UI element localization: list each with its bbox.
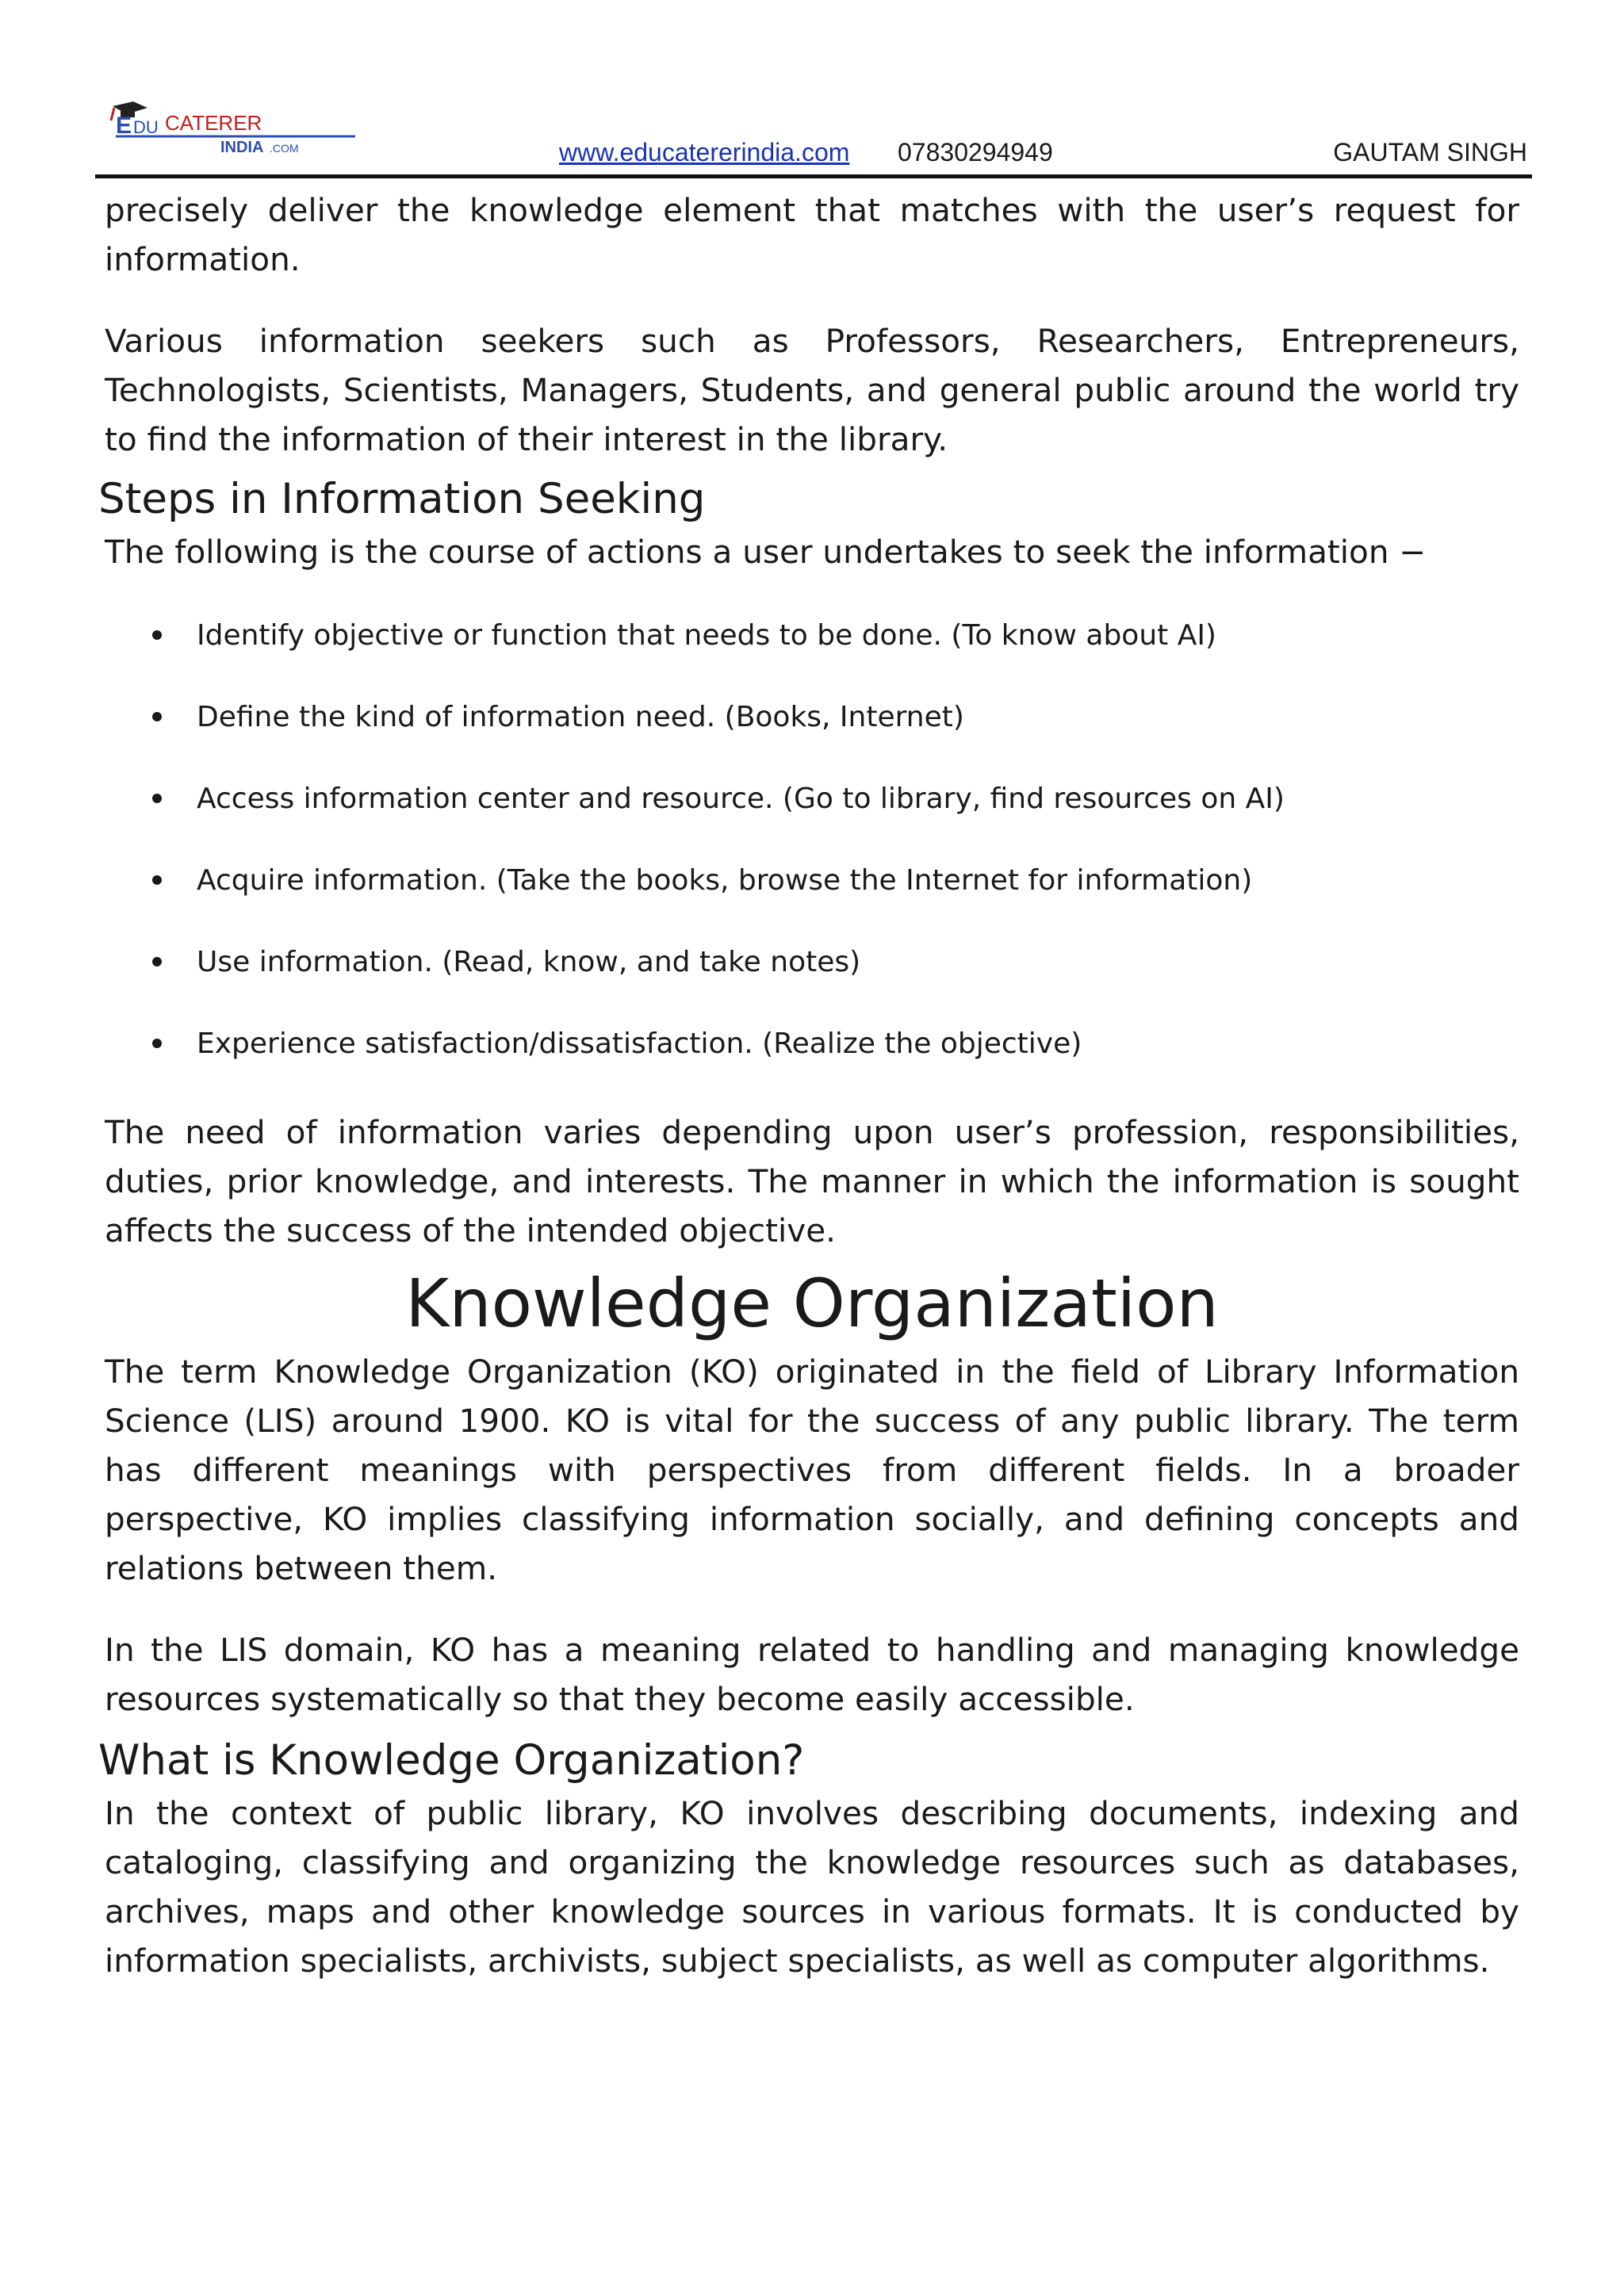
- title-knowledge-organization: Knowledge Organization: [405, 1265, 1219, 1342]
- svg-text:.COM: .COM: [270, 142, 299, 155]
- paragraph-continuation: precisely deliver the knowledge element that matches with the user’s request for information.: [105, 191, 1519, 278]
- document-body: [98, 186, 1519, 1985]
- bullet-icon: [152, 1039, 162, 1048]
- steps-list: [105, 616, 1519, 1106]
- list-item: Access information center and resource. (Go to library, find resources on AI): [105, 779, 1519, 861]
- paragraph-lis-domain: In the LIS domain, KO has a meaning related to handling and managing knowledge resources systematically so that they become easily accessible.: [105, 1631, 1519, 1718]
- phone-number: 07830294949: [898, 138, 1053, 166]
- bullet-icon: [152, 630, 162, 640]
- paragraph-ko-context: In the context of public library, KO involves describing documents, indexing and cataloging, classifying and organizing the knowledge resources such as databases, archives, maps and other knowledge sources in various formats. It is conducted by information specialists, archivists, subject specialists, as well as computer algorithms.: [105, 1794, 1519, 1980]
- heading-what-is-ko: What is Knowledge Organization?: [98, 1736, 805, 1785]
- svg-text:DU: DU: [133, 117, 159, 137]
- bullet-icon: [152, 875, 162, 885]
- paragraph-information-seekers: Various information seekers such as Professors, Researchers, Entrepreneurs, Technologists, Scientists, Managers, Students, and general public around the world try to find the information of their interest in the library.: [105, 322, 1519, 458]
- bullet-icon: [152, 957, 162, 966]
- paragraph-course-of-actions: The following is the course of actions a user undertakes to seek the information −: [105, 533, 1427, 571]
- list-item: Acquire information. (Take the books, browse the Internet for information): [105, 861, 1519, 943]
- svg-text:CATERER: CATERER: [165, 111, 262, 135]
- author-name: GAUTAM SINGH: [1333, 138, 1527, 166]
- paragraph-need-of-information: The need of information varies depending upon user’s profession, responsibilities, duties, prior knowledge, and interests. The manner in which the information is sought affects the success of the intended objective.: [105, 1113, 1519, 1249]
- page-header: [95, 94, 1532, 179]
- list-item: Define the kind of information need. (Books, Internet): [105, 698, 1519, 779]
- list-item: Experience satisfaction/dissatisfaction. (Realize the objective): [105, 1024, 1519, 1106]
- website-link[interactable]: www.educatererindia.com: [559, 138, 850, 166]
- bullet-icon: [152, 794, 162, 803]
- educaterer-logo: [102, 100, 363, 166]
- list-item: Use information. (Read, know, and take notes): [105, 943, 1519, 1024]
- heading-steps-information-seeking: Steps in Information Seeking: [98, 475, 706, 523]
- paragraph-ko-term: The term Knowledge Organization (KO) originated in the field of Library Information Science (LIS) around 1900. KO is vital for the success of any public library. The term has different meanings with perspectives from different fields. In a broader perspective, KO implies classifying information socially, and defining concepts and relations between them.: [105, 1353, 1519, 1587]
- bullet-icon: [152, 712, 162, 721]
- header-rule: [95, 174, 1532, 178]
- svg-text:E: E: [116, 113, 132, 139]
- svg-text:INDIA: INDIA: [220, 139, 264, 156]
- list-item: Identify objective or function that needs to be done. (To know about AI): [105, 616, 1519, 698]
